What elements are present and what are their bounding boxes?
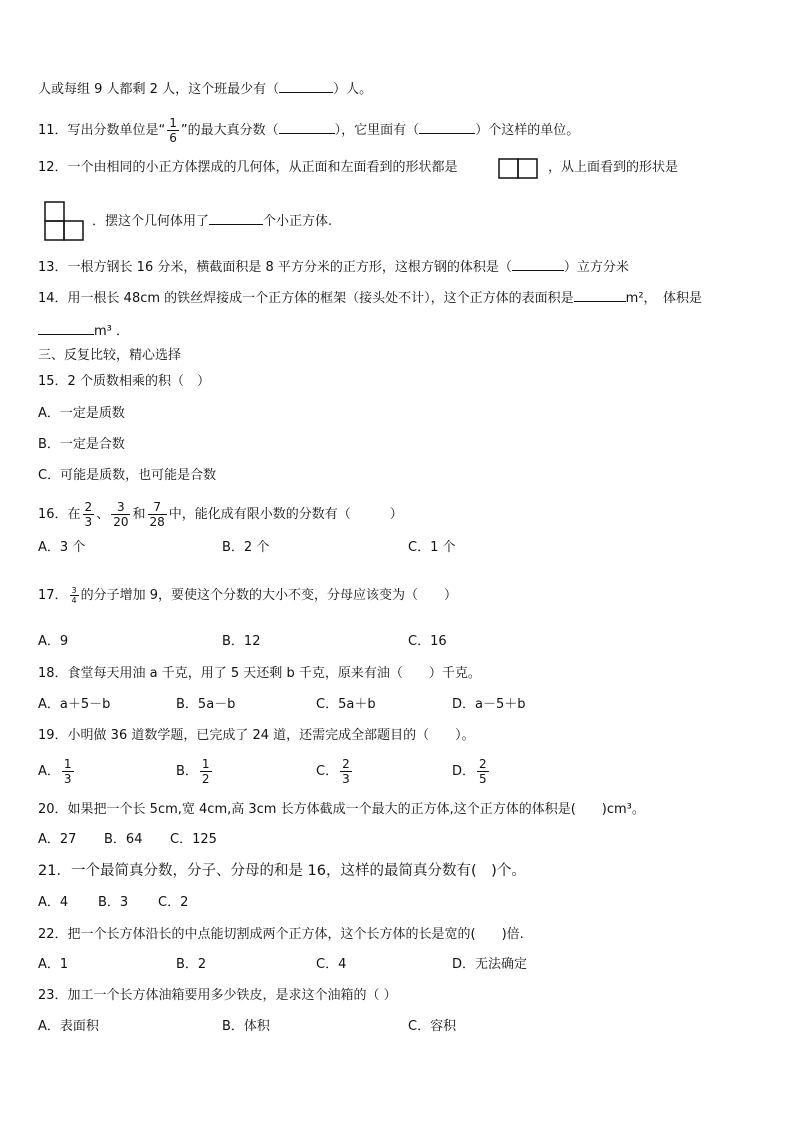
q19-a-label: A． <box>38 764 60 779</box>
q22-stem: 22．把一个长方体沿长的中点能切割成两个正方体，这个长方体的长是宽的( )倍. <box>38 927 524 942</box>
q17-num: 3 <box>71 586 77 595</box>
q15-option-b[interactable]: B．一定是合数 <box>38 437 125 452</box>
q11-den: 6 <box>169 131 177 145</box>
q19-stem: 19．小明做 36 道数学题，已完成了 24 道，还需完成全部题目的（ ）。 <box>38 728 475 743</box>
q15-option-a[interactable]: A．一定是质数 <box>38 406 125 421</box>
q14-line-1 <box>38 289 754 309</box>
q12-text-a: 12．一个由相同的小正方体摆成的几何体，从正面和左面看到的形状都是 <box>38 160 458 175</box>
q18-option-a[interactable]: A．a＋5－b <box>38 697 111 712</box>
q11-line <box>38 116 754 145</box>
q21-option-c[interactable]: C．2 <box>158 895 189 910</box>
q19-b-den: 2 <box>201 772 210 786</box>
q19-c-num: 2 <box>342 757 350 771</box>
q11-blank-1[interactable] <box>279 121 335 134</box>
q18-option-b[interactable]: B．5a－b <box>176 697 236 712</box>
q16-fraction-1 <box>83 500 95 529</box>
q11-blank-2[interactable] <box>419 121 475 134</box>
q17-line <box>38 585 754 607</box>
q21-option-b[interactable]: B．3 <box>98 895 129 910</box>
q18-option-c[interactable]: C．5a＋b <box>316 697 376 712</box>
top-view-shape-icon <box>44 201 86 243</box>
q19-c-den: 3 <box>342 772 350 786</box>
q22-option-c[interactable]: C．4 <box>316 957 347 972</box>
q17-fraction <box>70 586 79 605</box>
q22-option-b[interactable]: B．2 <box>176 957 207 972</box>
q14-text-a: 14．用一根长 48cm 的铁丝焊接成一个正方体的框架（接头处不计），这个正方体的表面积是 <box>38 291 574 306</box>
q10-text: 人或每组 9 人都剩 2 人，这个班最少有（ <box>38 82 280 97</box>
q18-stem: 18．食堂每天用油 a 千克，用了 5 天还剩 b 千克，原来有油（ ）千克。 <box>38 666 481 681</box>
q11-num: 1 <box>169 116 177 130</box>
q16-text-a: 16．在 <box>38 507 81 522</box>
q19-option-d[interactable] <box>452 756 491 788</box>
q13-text-b: ）立方分米 <box>563 260 629 275</box>
q12-text-c: ．摆这个几何体用了 <box>92 214 210 229</box>
q17-den: 4 <box>71 596 77 605</box>
q17-option-b[interactable]: B．12 <box>222 634 261 649</box>
q19-d-label: D． <box>452 764 476 779</box>
q16-text-b: 中，能化成有限小数的分数有（ ） <box>168 507 403 522</box>
q15-option-c[interactable]: C．可能是质数，也可能是合数 <box>38 468 217 483</box>
q16-option-b[interactable]: B．2 个 <box>222 540 270 555</box>
q11-text-a: 11．写出分数单位是“ <box>38 123 166 138</box>
q16-sep1: 、 <box>96 507 110 522</box>
q19-a-fraction <box>62 757 74 786</box>
q19-c-label: C． <box>316 764 339 779</box>
q17-text-a: 17． <box>38 588 68 603</box>
q23-option-b[interactable]: B．体积 <box>222 1019 270 1034</box>
q22-option-a[interactable]: A．1 <box>38 957 69 972</box>
q16-f3-den: 28 <box>149 515 165 529</box>
q23-option-c[interactable]: C．容积 <box>408 1019 457 1034</box>
q23-stem: 23．加工一个长方体油箱要用多少铁皮，是求这个油箱的（ ） <box>38 988 397 1003</box>
q20-option-c[interactable]: C．125 <box>170 832 217 847</box>
q16-fraction-2 <box>111 500 130 529</box>
q20-option-b[interactable]: B．64 <box>104 832 143 847</box>
q17-option-a[interactable]: A．9 <box>38 634 69 649</box>
q19-option-c[interactable] <box>316 756 354 788</box>
q19-d-fraction <box>477 757 489 786</box>
q19-b-num: 1 <box>201 757 210 771</box>
q12-blank[interactable] <box>209 212 263 225</box>
q18-option-d[interactable]: D．a－5＋b <box>452 697 526 712</box>
q17-option-c[interactable]: C．16 <box>408 634 447 649</box>
q14-line-2 <box>38 322 754 342</box>
q19-c-fraction <box>340 757 352 786</box>
q19-b-label: B． <box>176 764 198 779</box>
section-title: 三、反复比较，精心选择 <box>38 348 182 363</box>
q17-text-b: 的分子增加 9，要使这个分数的大小不变，分母应该变为（ ） <box>80 588 458 603</box>
front-view-shape-icon <box>498 158 540 180</box>
q16-f2-num: 3 <box>117 500 125 514</box>
q13-line <box>38 258 754 278</box>
q19-b-fraction <box>200 757 212 786</box>
q21-option-a[interactable]: A．4 <box>38 895 69 910</box>
q12-line-1b <box>548 158 754 178</box>
q13-text-a: 13．一根方钢长 16 分米，横截面积是 8 平方分米的正方形，这根方钢的体积是（ <box>38 260 512 275</box>
q11-fraction <box>167 116 179 145</box>
q13-blank[interactable] <box>512 258 564 271</box>
q19-a-den: 3 <box>63 772 72 786</box>
q16-line <box>38 500 754 530</box>
q14-text-b: m²， 体积是 <box>625 291 703 306</box>
q10-blank[interactable] <box>279 80 333 93</box>
q21-stem: 21．一个最简真分数，分子、分母的和是 16，这样的最简真分数有( )个。 <box>38 863 526 879</box>
q22-option-d[interactable]: D．无法确定 <box>452 957 528 972</box>
q11-text-b: ”的最大真分数（ <box>180 123 279 138</box>
q12-text-d: 个小正方体. <box>263 214 333 229</box>
q16-sep2: 和 <box>132 507 146 522</box>
q10-end: ）人。 <box>333 82 373 97</box>
q16-f2-den: 20 <box>113 515 129 529</box>
q16-f1-den: 3 <box>84 515 93 529</box>
q10-line <box>38 80 754 100</box>
q19-a-num: 1 <box>63 757 72 771</box>
q16-f3-num: 7 <box>153 500 161 514</box>
q16-f1-num: 2 <box>84 500 93 514</box>
q19-option-a[interactable] <box>38 756 76 788</box>
q14-blank-1[interactable] <box>574 289 626 302</box>
q19-d-num: 2 <box>479 757 487 771</box>
q12-text-b: ，从上面看到的形状是 <box>548 160 679 175</box>
q14-text-c: m³ ． <box>94 324 130 339</box>
q19-d-den: 5 <box>479 772 487 786</box>
q12-line-2 <box>92 212 754 232</box>
q11-text-d: ）个这样的单位。 <box>475 123 580 138</box>
q11-text-c: ），它里面有（ <box>334 123 420 138</box>
q20-option-a[interactable]: A．27 <box>38 832 77 847</box>
q15-stem: 15．2 个质数相乘的积（ ） <box>38 374 210 389</box>
q14-blank-2[interactable] <box>38 322 94 335</box>
q16-option-a[interactable]: A．3 个 <box>38 540 86 555</box>
q16-option-c[interactable]: C．1 个 <box>408 540 456 555</box>
q23-option-a[interactable]: A．表面积 <box>38 1019 99 1034</box>
q16-fraction-3 <box>148 500 167 529</box>
q19-option-b[interactable] <box>176 756 214 788</box>
q20-stem: 20．如果把一个长 5cm,宽 4cm,高 3cm 长方体截成一个最大的正方体,这个正方体的体积是( )cm³。 <box>38 802 645 817</box>
